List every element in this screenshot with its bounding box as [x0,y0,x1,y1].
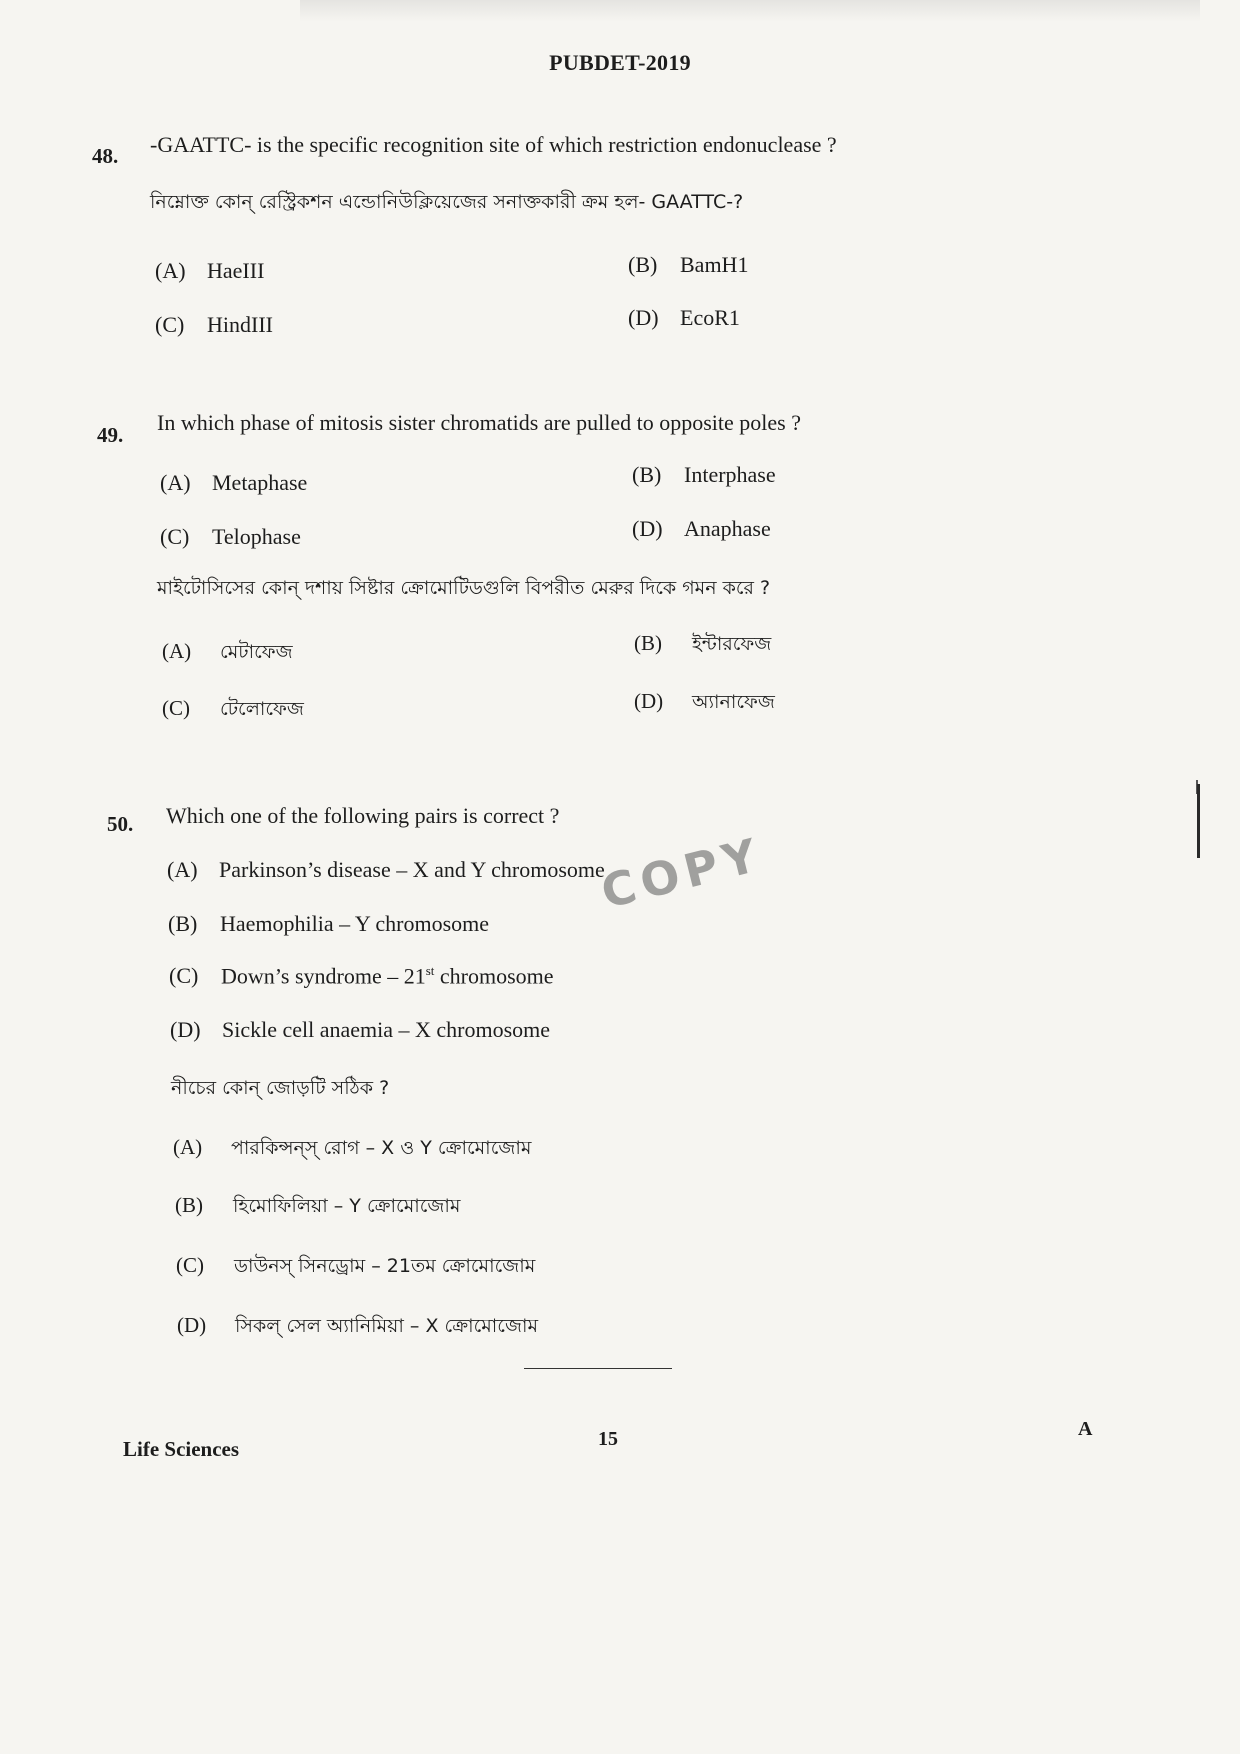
scan-shadow [300,0,1200,22]
question-48-number: 48. [92,144,119,168]
option-label: (A) [167,857,198,882]
question-48-option-d [628,305,740,331]
option-label: (D) [632,516,663,541]
option-text: ইন্টারফেজ [692,633,772,655]
option-text: Interphase [684,462,776,487]
question-49-option-bn-c [162,695,304,727]
question-48-option-c [155,312,273,338]
question-50-option-c [169,963,554,989]
option-label: (C) [160,524,190,549]
option-label: (A) [155,258,186,283]
question-49-option-bn-b [634,630,771,662]
question-49-option-c [160,524,301,550]
ordinal-suffix: st [425,963,435,978]
option-label: (C) [162,696,190,720]
option-text: ডাউনস্ সিনড্রোম – 21তম ক্রোমোজোম [234,1255,536,1277]
option-text: পারকিন্সন্স্ রোগ – X ও Y ক্রোমোজোম [231,1137,532,1159]
option-text: EcoR1 [680,305,740,330]
footer-set-code: A [1078,1418,1093,1440]
option-label: (A) [173,1135,203,1159]
option-label: (D) [634,689,664,713]
question-48-option-b [628,252,748,278]
option-label: (B) [634,631,662,655]
question-50-option-bn-b [175,1192,460,1224]
option-text: BamH1 [680,252,749,277]
option-label: (C) [169,963,199,989]
question-48-text-en: -GAATTC- is the specific recognition site of which restriction endonuclease ? [150,132,837,157]
question-50-number: 50. [107,812,134,836]
option-text: Parkinson’s disease – X and Y chromosome [219,857,605,882]
option-text: chromosome [434,963,554,989]
question-50-option-d [170,1017,550,1043]
question-49-option-a [160,470,307,496]
question-50-option-bn-c [176,1252,535,1284]
option-text: হিমোফিলিয়া – Y ক্রোমোজোম [233,1195,461,1217]
question-48-text-bn: নিম্নোক্ত কোন্ রেস্ট্রিকশন এন্ডোনিউক্লিয়েজের সনাক্তকারী ক্রম হল- GAATTC-? [150,191,744,213]
option-label: (B) [628,252,658,277]
option-text: Haemophilia – Y chromosome [220,911,490,936]
question-50-option-a [167,857,605,883]
option-text: মেটাফেজ [220,641,293,663]
question-49-option-bn-d [634,688,775,720]
option-text: HaeIII [207,258,265,283]
option-text: Telophase [212,524,301,549]
option-label: (D) [628,305,659,330]
option-label: (B) [632,462,662,487]
question-49-text-bn: মাইটোসিসের কোন্ দশায় সিষ্টার ক্রোমোটিডগুলি বিপরীত মেরুর দিকে গমন করে ? [157,577,771,599]
question-49-option-b [632,462,776,488]
option-label: (A) [162,639,192,663]
question-49-number: 49. [97,423,124,447]
option-text: Sickle cell anaemia – X chromosome [222,1017,551,1042]
question-49-text-en: In which phase of mitosis sister chromatids are pulled to opposite poles ? [157,410,801,435]
option-label: (C) [155,312,185,337]
option-text: টেলোফেজ [220,698,304,720]
question-50-text-bn: নীচের কোন্ জোড়টি সঠিক ? [171,1077,390,1099]
option-label: (B) [168,911,198,936]
option-text: অ্যানাফেজ [692,691,775,713]
question-49-option-bn-a [162,638,293,670]
footer-page-number: 15 [598,1428,618,1450]
question-48-option-a [155,258,264,284]
copy-stamp: COPY [595,826,768,920]
option-label: (D) [177,1313,207,1337]
option-label: (A) [160,470,191,495]
page-header-title: PUBDET-2019 [549,50,691,75]
option-text: Metaphase [212,470,308,495]
question-50-text-en: Which one of the following pairs is correct ? [166,803,560,828]
question-49-option-d [632,516,771,542]
question-50-option-b [168,911,489,937]
scan-edge-mark [1197,784,1200,858]
question-50-option-bn-a [173,1134,531,1166]
question-50-option-bn-d [177,1312,538,1344]
footer-subject: Life Sciences [123,1437,240,1461]
option-text: Anaphase [684,516,771,541]
option-text: সিকল্ সেল অ্যানিমিয়া – X ক্রোমোজোম [235,1315,538,1337]
option-text: HindIII [207,312,273,337]
option-text: Down’s syndrome – 21 [221,963,426,989]
option-label: (D) [170,1017,201,1042]
end-rule [524,1368,672,1369]
option-label: (B) [175,1193,203,1217]
option-label: (C) [176,1253,204,1277]
